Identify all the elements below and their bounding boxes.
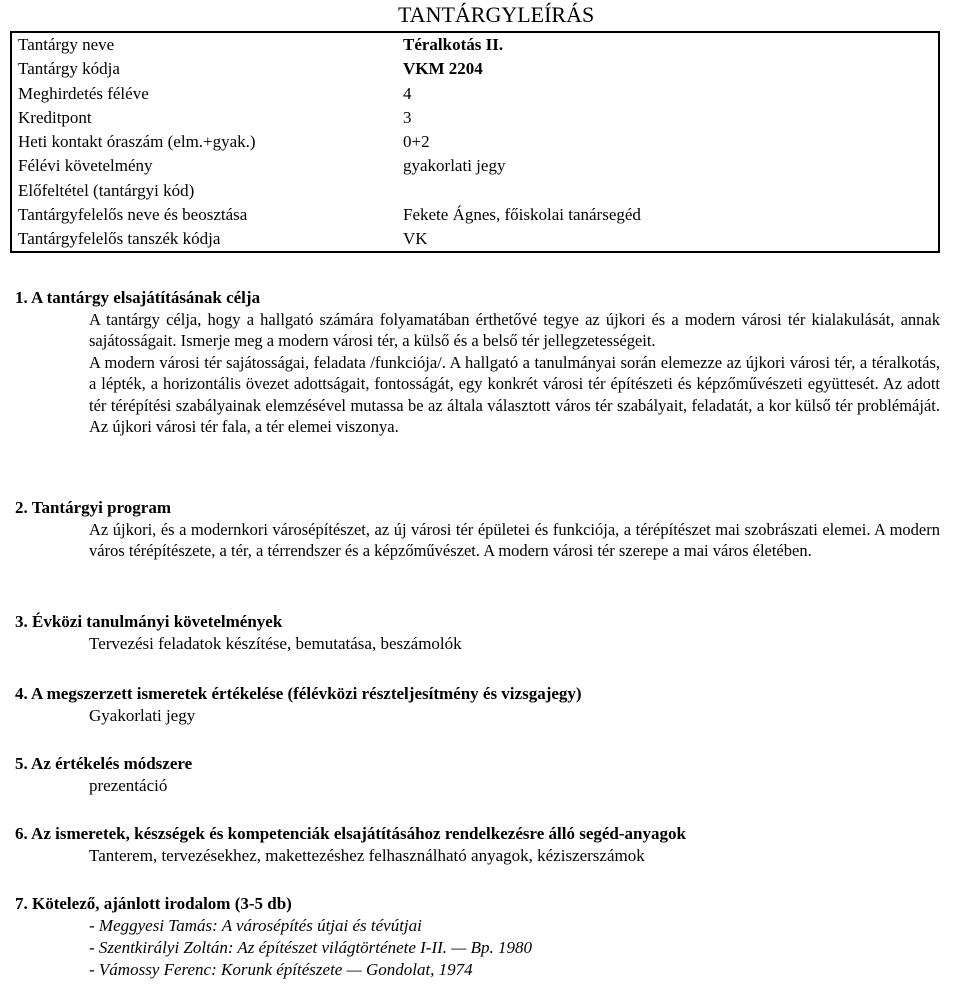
row-value: VKM 2204	[403, 59, 483, 79]
row-value	[399, 179, 939, 203]
row-label: Előfeltétel (tantárgyi kód)	[18, 180, 195, 200]
row-label: Tantárgyfelelős tanszék kódja	[18, 229, 221, 249]
row-value: 0+2	[403, 132, 430, 152]
row-label: Tantárgy neve	[18, 35, 115, 55]
row-value: gyakorlati jegy	[403, 156, 506, 176]
section-body	[89, 519, 940, 562]
section-heading: 7. Kötelező, ajánlott irodalom (3-5 db)	[15, 894, 292, 913]
section-text: Gyakorlati jegy	[89, 706, 196, 725]
section-body	[89, 309, 940, 437]
section-heading: 6. Az ismeretek, készségek és kompetenciák elsajátításához rendelkezésre álló segéd-anyagok	[15, 824, 686, 843]
row-label: Tantárgyfelelős neve és beosztása	[18, 204, 248, 224]
row-label: Tantárgy kódja	[18, 59, 120, 79]
section-text: prezentáció	[89, 776, 168, 795]
row-label: Kreditpont	[18, 107, 92, 127]
table-row	[11, 106, 939, 130]
row-label: Félévi követelmény	[18, 156, 153, 176]
paragraph: Az újkori, és a modernkori városépítészet, az új városi tér épületei és funkciója, a térépítészet mai szobrászati elemei. A modern város térépítészete, a tér, a térrendszer és a képzőművészet. A modern városi tér szerepe a mai város életében.	[89, 520, 940, 561]
section-heading: 3. Évközi tanulmányi követelmények	[15, 612, 283, 631]
document-title: TANTÁRGYLEÍRÁS	[398, 2, 595, 27]
section-assessment	[15, 683, 940, 726]
section-text: Tervezési feladatok készítése, bemutatása, beszámolók	[89, 634, 462, 653]
literature-item: - Vámossy Ferenc: Korunk építészete — Gondolat, 1974	[89, 960, 473, 979]
table-row	[11, 179, 939, 203]
table-row	[11, 203, 939, 227]
table-row	[11, 82, 939, 106]
row-label: Heti kontakt óraszám (elm.+gyak.)	[18, 132, 256, 152]
paragraph: A tantárgy célja, hogy a hallgató számára folyamatában érthetővé tegye az újkori és a modern városi tér kialakulását, annak sajátosságait. Ismerje meg a modern városi tér, a külső és a belső tér jellegzetességeit.	[89, 310, 940, 351]
literature-item: - Szentkirályi Zoltán: Az építészet világtörténete I-II. — Bp. 1980	[89, 938, 533, 957]
table-row	[11, 32, 939, 57]
section-text: Tanterem, tervezésekhez, makettezéshez felhasználható anyagok, kéziszerszámok	[89, 846, 645, 865]
row-value: Téralkotás II.	[403, 35, 504, 55]
literature-item: - Meggyesi Tamás: A városépítés útjai és tévútjai	[89, 916, 422, 935]
section-method	[15, 753, 940, 796]
section-heading: 2. Tantárgyi program	[15, 498, 172, 517]
section-heading: 5. Az értékelés módszere	[15, 754, 193, 773]
table-row	[11, 130, 939, 154]
table-row	[11, 57, 939, 81]
paragraph: A modern városi tér sajátosságai, feladata /funkciója/. A hallgató a tanulmányai során elemezze az újkori városi tér, a téralkotás, a lépték, a horizontális övezet adottságait, fontosságát, egy konkrét városi tér építészeti és képzőművészeti együttesét. Az adott tér térépítési szabályainak elemzésével mutassa be az általa választott város tér szabályait, feladatát, a kor külső tér problémáját. Az újkori városi tér fala, a tér elemei viszonya.	[89, 352, 940, 437]
row-value: 3	[403, 107, 412, 127]
section-literature	[15, 893, 940, 981]
row-label: Meghirdetés féléve	[18, 83, 149, 103]
section-program	[15, 497, 940, 562]
section-materials	[15, 823, 940, 866]
row-value: VK	[403, 229, 428, 249]
section-heading: 4. A megszerzett ismeretek értékelése (félévközi részteljesítmény és vizsgajegy)	[15, 684, 582, 703]
section-heading: 1. A tantárgy elsajátításának célja	[15, 288, 261, 307]
table-row	[11, 227, 939, 252]
course-info-table	[10, 31, 940, 253]
section-goal	[15, 287, 940, 437]
section-requirements	[15, 611, 940, 654]
row-value: 4	[403, 83, 412, 103]
row-value: Fekete Ágnes, főiskolai tanársegéd	[403, 204, 641, 224]
table-row	[11, 154, 939, 178]
